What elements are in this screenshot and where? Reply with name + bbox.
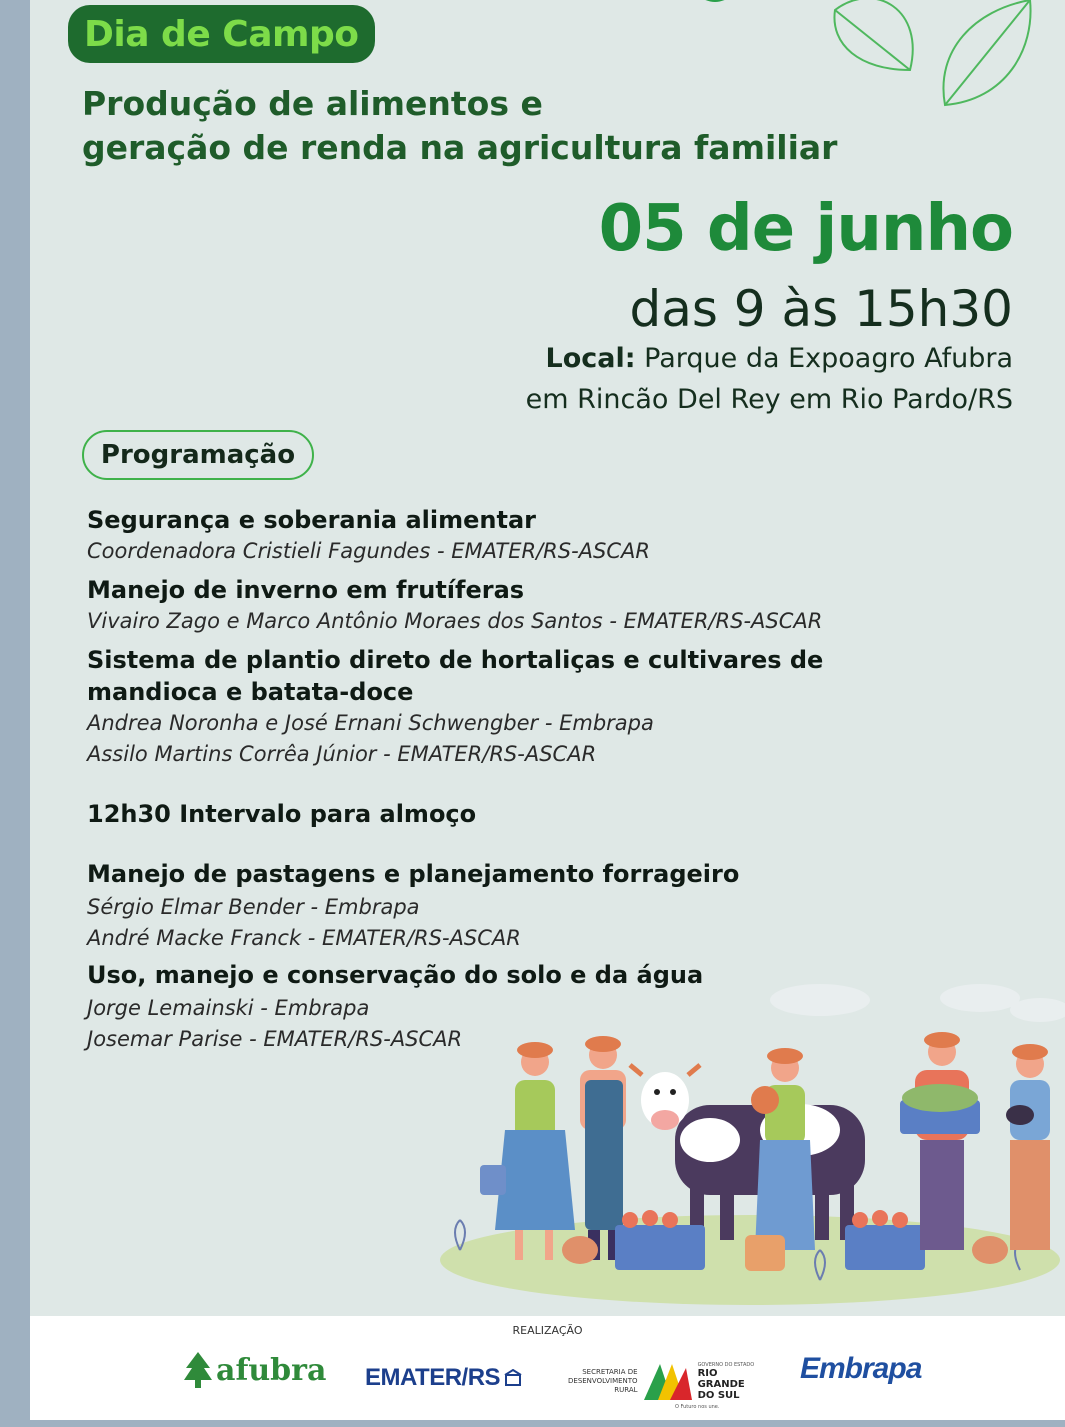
event-subtitle [82, 82, 982, 170]
event-time: das 9 às 15h30 [629, 280, 1013, 338]
event-type-badge [68, 5, 375, 63]
rs-line: RIO [697, 1367, 718, 1379]
secretaria-line: RURAL [614, 1385, 638, 1394]
emater-wordmark: EMATER/RS [365, 1364, 501, 1391]
emater-logo [365, 1364, 522, 1392]
location-label: Local: [545, 343, 636, 374]
secretaria-line: SECRETARIA DE [582, 1367, 638, 1376]
subtitle-line-2: geração de renda na agricultura familiar [82, 128, 838, 167]
farmers-with-cow-illustration [420, 980, 1065, 1310]
rs-wordmark [698, 1362, 755, 1401]
event-date: 05 de junho [598, 192, 1013, 266]
rs-government-logo [568, 1360, 754, 1402]
realizacao-label: REALIZAÇÃO [512, 1324, 583, 1337]
event-location [393, 338, 1013, 420]
rs-slogan: O Futuro nos une. [675, 1404, 720, 1410]
program-item-speaker: Sérgio Elmar Bender - Embrapa [87, 895, 420, 919]
program-item-speaker: Coordenadora Cristieli Fagundes - EMATER/RS-ASCAR [87, 539, 651, 563]
rs-flag-emblem-icon [642, 1360, 694, 1402]
sponsors-footer [30, 1316, 1065, 1420]
program-item-title: Manejo de pastagens e planejamento forrageiro [87, 860, 740, 888]
program-item-speaker: Josemar Parise - EMATER/RS-ASCAR [87, 1027, 463, 1051]
afubra-logo [180, 1350, 326, 1390]
secretaria-line: DESENVOLVIMENTO [568, 1376, 638, 1385]
program-item-title-cont: mandioca e batata-doce [87, 678, 414, 706]
program-item-title: Segurança e soberania alimentar [87, 506, 537, 534]
rs-line: DO SUL [697, 1389, 740, 1401]
lunch-break: 12h30 Intervalo para almoço [87, 800, 477, 828]
program-item-speaker: Vivairo Zago e Marco Antônio Moraes dos Santos - EMATER/RS-ASCAR [87, 609, 823, 633]
location-line-1: Parque da Expoagro Afubra [644, 343, 1013, 374]
location-line-2: em Rincão Del Rey em Rio Pardo/RS [525, 384, 1013, 415]
afubra-wordmark: afubra [216, 1352, 327, 1388]
secretaria-text [568, 1368, 638, 1395]
program-item-title: Sistema de plantio direto de hortaliças e cultivares de [87, 646, 824, 674]
program-item-speaker: Andrea Noronha e José Ernani Schwengber - Embrapa [87, 711, 654, 735]
subtitle-line-1: Produção de alimentos e [82, 84, 543, 123]
program-item-title: Manejo de inverno em frutíferas [87, 576, 525, 604]
embrapa-logo [800, 1352, 921, 1386]
decorative-circle-icon [680, 0, 750, 8]
program-item-speaker: Jorge Lemainski - Embrapa [87, 996, 370, 1020]
building-icon [504, 1369, 522, 1387]
program-item-speaker: André Macke Franck - EMATER/RS-ASCAR [87, 926, 521, 950]
event-type-label: Dia de Campo [84, 13, 359, 55]
rs-line: GRANDE [697, 1378, 745, 1390]
poster [30, 0, 1065, 1420]
tree-icon [180, 1350, 216, 1390]
program-item-speaker: Assilo Martins Corrêa Júnior - EMATER/RS-ASCAR [87, 742, 597, 766]
embrapa-wordmark: Embrapa [800, 1352, 922, 1385]
rs-government-label: GOVERNO DO ESTADO [697, 1361, 755, 1368]
programacao-badge: Programação [82, 430, 314, 480]
program-item-title: Uso, manejo e conservação do solo e da água [87, 961, 704, 989]
